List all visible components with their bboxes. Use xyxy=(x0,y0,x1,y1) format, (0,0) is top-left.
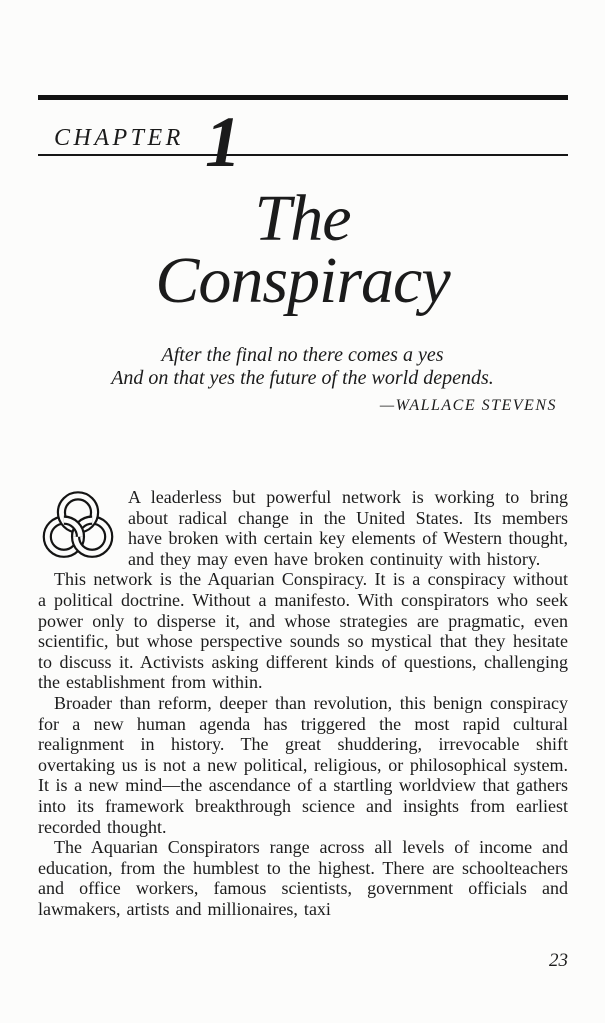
chapter-number: 1 xyxy=(205,102,241,182)
paragraph-1: A leaderless but powerful network is working to bring about radical change in the United States. Its members have broken with certain key elements of Western thought, and they may even have broken continuity with history. xyxy=(128,487,568,569)
paragraph-2: This network is the Aquarian Conspiracy. It is a conspiracy without a political doctrine. Without a manifesto. With conspirators who seek power only to disperse it, and whose strategies are pragmatic, even scientific, but whose perspective sounds so mystical that they hesitate to discuss it. Activists asking different kinds of questions, challenging the establishment from within. xyxy=(38,569,568,693)
epigraph-line-2: And on that yes the future of the world depends. xyxy=(111,367,494,389)
paragraph-3: Broader than reform, deeper than revolution, this benign conspiracy for a new human agenda has triggered the most rapid cultural realignment in history. The great shuddering, irrevocable shift overtaking us is not a new political, religious, or philosophical system. It is a new mind—the ascendance of a startling worldview that gathers into its framework breakthrough science and insights from earliest recorded thought. xyxy=(38,692,568,837)
chapter-label: CHAPTER xyxy=(54,125,184,151)
page-number: 23 xyxy=(549,950,568,971)
body-text xyxy=(38,487,568,919)
epigraph xyxy=(0,344,605,414)
trefoil-knot-icon xyxy=(38,489,118,565)
epigraph-line-1: After the final no there comes a yes xyxy=(161,344,444,366)
epigraph-attribution: —WALLACE STEVENS xyxy=(379,397,557,414)
paragraph-4: The Aquarian Conspirators range across all levels of income and education, from the humblest to the highest. There are schoolteachers and office workers, famous scientists, government officials and lawmakers, artists and millionaires, taxi xyxy=(38,837,568,919)
page-title-line-2: Conspiracy xyxy=(155,244,450,317)
page-title-line-1: The xyxy=(254,182,351,255)
chapter-rule xyxy=(38,154,568,156)
top-rule xyxy=(38,95,568,100)
